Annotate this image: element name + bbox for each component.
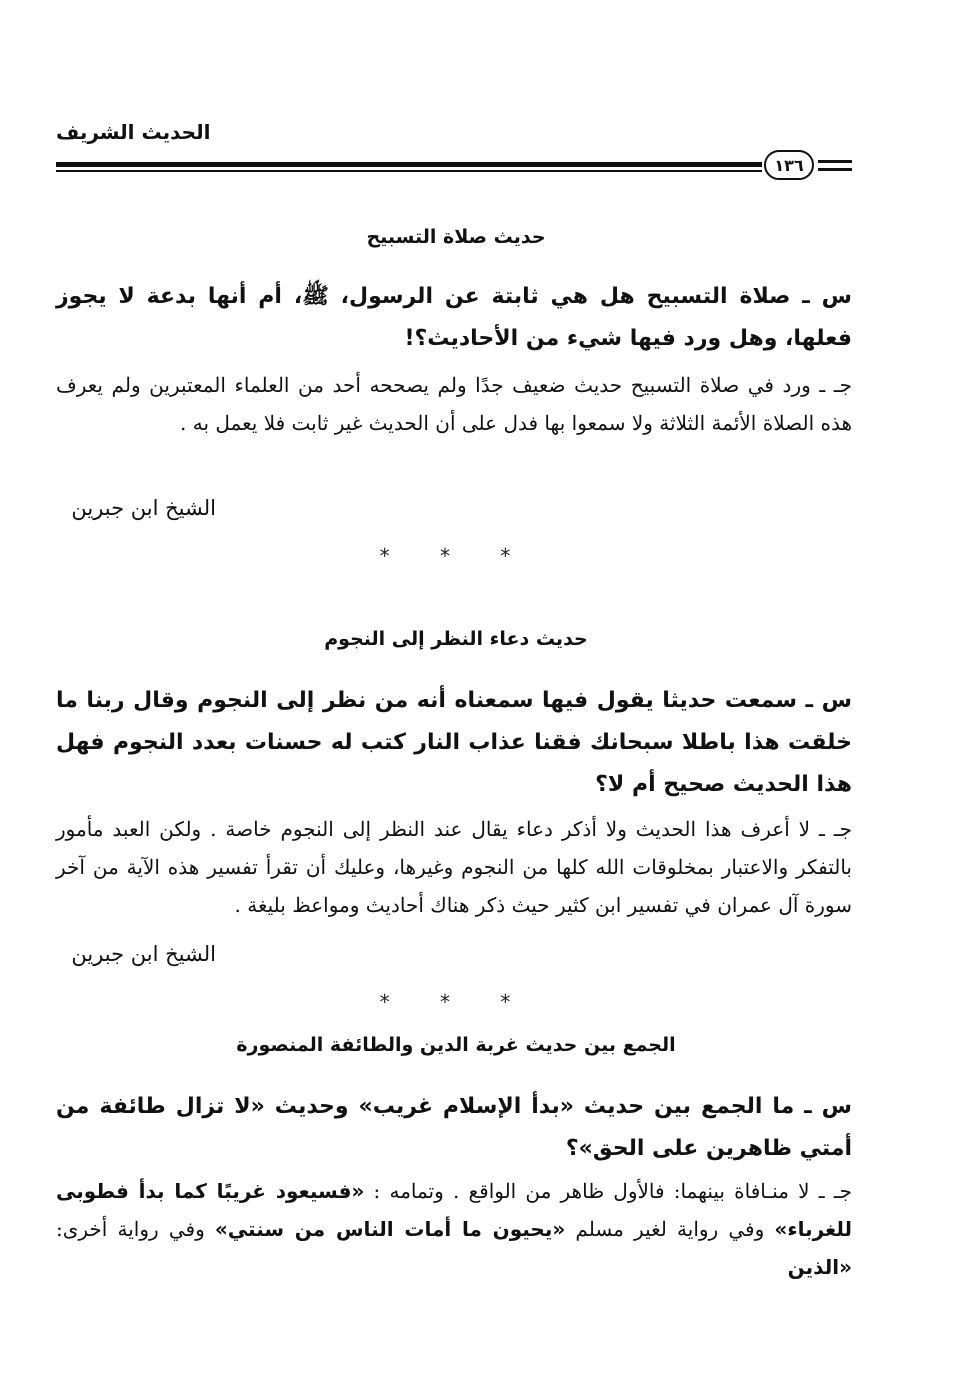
page-number-rule-bottom — [818, 168, 852, 171]
question-paragraph: س ـ صلاة التسبيح هل هي ثابتة عن الرسول، ﷺ، أم أنها بدعة لا يجوز فعلها، وهل ورد فيها شيء من الأحاديث؟! — [56, 284, 852, 351]
running-header-title: الحديث الشريف — [56, 120, 211, 144]
answer-paragraph: جـ ـ لا أعرف هذا الحديث ولا أذكر دعاء يقال عند النظر إلى النجوم خاصة . ولكن العبد مأمور بالتفكر والاعتبار بمخلوقات الله كلها من النجوم وغيرها، وعليك أن تقرأ تفسير هذه الآية من آخر سورة آل عمران في تفسير ابن كثير حيث ذكر هناك أحاديث ومواعظ بليغة . — [56, 817, 852, 917]
header-rule-thick — [56, 162, 762, 167]
section-title: الجمع بين حديث غربة الدين والطائفة المنصورة — [236, 1034, 676, 1056]
signature: الشيخ ابن جبرين — [71, 496, 216, 520]
page-number-badge — [764, 150, 814, 180]
hadith-quote: «فسيعود غريبًا كما بدأ فطوبى للغرباء» — [56, 1179, 852, 1241]
answer-paragraph: جـ ـ ورد في صلاة التسبيح حديث ضعيف جدًا ولم يصححه أحد من العلماء المعتبرين ولم يعرف هذه الصلاة الأئمة الثلاثة ولا سمعوا بها فدل على أن الحديث غير ثابت فلا يعمل به . — [56, 373, 852, 435]
page-number-rule-top — [818, 160, 852, 163]
section-title: حديث دعاء النظر إلى النجوم — [324, 628, 588, 650]
answer-text: وفي رواية لغير مسلم — [565, 1217, 775, 1241]
section-separator: * * * — [379, 544, 533, 568]
page-number: ١٣٦ — [774, 155, 804, 175]
question-paragraph: س ـ ما الجمع بين حديث «بدأ الإسلام غريب» وحديث «لا تزال طائفة من أمتي ظاهرين على الحق»؟ — [56, 1094, 852, 1161]
hadith-quote: «الذين — [787, 1255, 852, 1279]
signature: الشيخ ابن جبرين — [71, 942, 216, 966]
answer-text: وفي رواية أخرى: — [56, 1217, 215, 1241]
answer-paragraph — [56, 1172, 852, 1286]
answer-text: جـ ـ لا منـافاة بينهما: فالأول ظاهر من الواقع . وتمامه : — [364, 1179, 852, 1203]
section-separator: * * * — [379, 990, 533, 1014]
question-paragraph: س ـ سمعت حديثا يقول فيها سمعناه أنه من نظر إلى النجوم وقال ربنا ما خلقت هذا باطلا سبحانك فقنا عذاب النار كتب له حسنات بعدد النجوم فهل هذا الحديث صحيح أم لا؟ — [56, 688, 852, 797]
header-rule-thin — [56, 170, 762, 172]
hadith-quote: «يحيون ما أمات الناس من سنتي» — [214, 1217, 566, 1241]
section-title: حديث صلاة التسبيح — [366, 226, 546, 248]
